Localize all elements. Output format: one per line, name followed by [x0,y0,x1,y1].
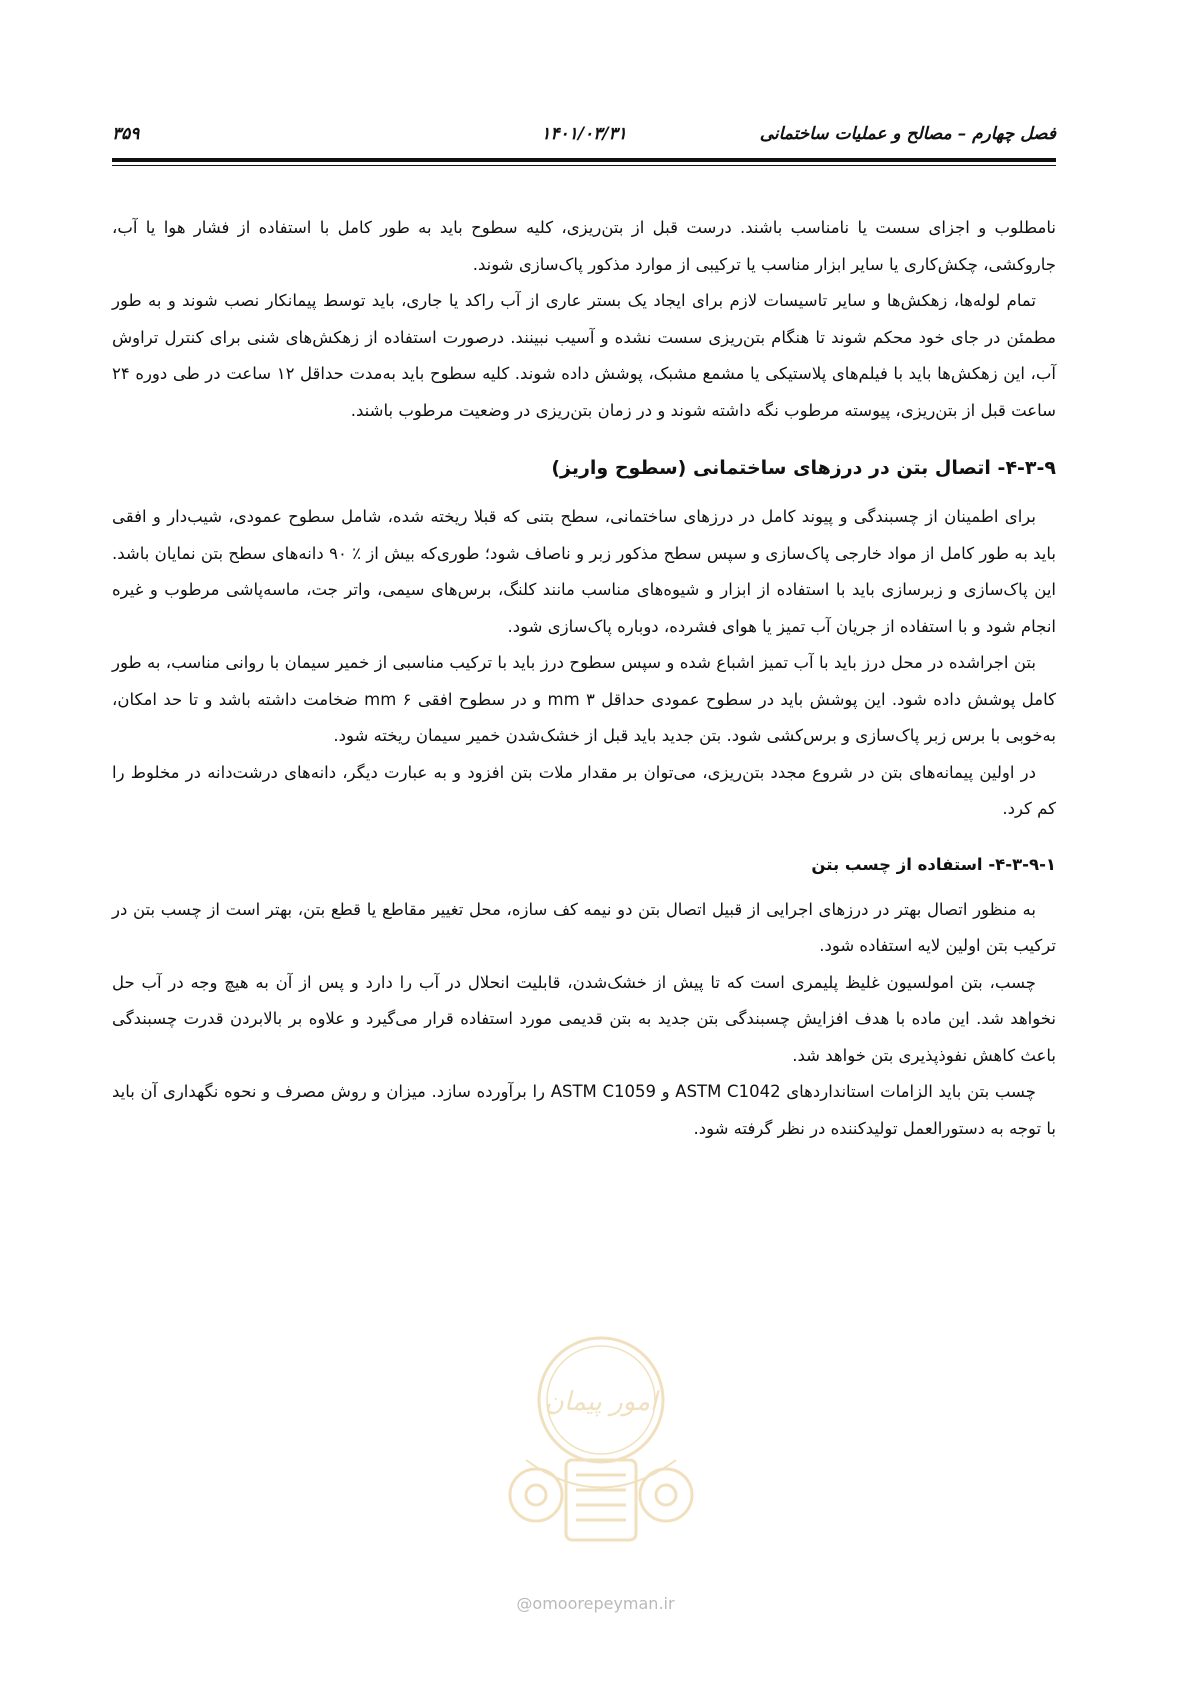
paragraph: برای اطمینان از چسبندگی و پیوند کامل در درزهای ساختمانی، سطح بتنی که قبلا ریخته شده، شامل سطوح عمودی، شیب‌دار و افقی باید به طور کامل از مواد خارجی پاک‌سازی و سپس سطح مذکور زبر و ناصاف شود؛ طوری‌که بیش از ٪ ۹۰ دانه‌های سطح بتن نمایان باشد. این پاک‌سازی و زبرسازی باید با استفاده از ابزار و شیوه‌های مناسب مانند کلنگ، برس‌های سیمی، واتر جت، ماسه‌پاشی مرطوب و غیره انجام شود و با استفاده از جریان آب تمیز یا هوای فشرده، دوباره پاک‌سازی شود. [112,507,1056,636]
section-heading: ۴-۳-۹- اتصال بتن در درزهای ساختمانی (سطوح واریز) [551,457,1056,479]
watermark-logo-icon [466,1310,736,1570]
paragraph: چسب بتن باید الزامات استانداردهای ASTM C1042 و ASTM C1059 را برآورده سازد. میزان و روش مصرف و نحوه نگهداری آن باید با توجه به دستورالعمل تولیدکننده در نظر گرفته شود. [112,1082,1056,1138]
subsection-heading: ۴-۳-۹-۱- استفاده از چسب بتن [811,854,1056,874]
page-body [112,210,1056,1147]
page-header [112,120,1056,150]
header-rule-thick [112,158,1056,162]
paragraph: به منظور اتصال بهتر در درزهای اجرایی از قبیل اتصال بتن دو نیمه کف سازه، محل تغییر مقاطع یا قطع بتن، بهتر است از چسب بتن در ترکیب بتن اولین لایه استفاده شود. [112,899,1056,955]
paragraph: چسب، بتن امولسیون غلیظ پلیمری است که تا پیش از خشک‌شدن، قابلیت انحلال در آب را دارد و پس از آن به هیچ وجه در آب حل نخواهد شد. این ماده با هدف افزایش چسبندگی بتن جدید به بتن قدیمی مورد استفاده قرار می‌گیرد و علاوه بر بالابردن قدرت چسبندگی باعث کاهش نفوذپذیری بتن خواهد شد. [112,972,1056,1065]
chapter-title: فصل چهارم – مصالح و عملیات ساختمانی [759,124,1056,144]
paragraph: تمام لوله‌ها، زهکش‌ها و سایر تاسیسات لازم برای ایجاد یک بستر عاری از آب راکد یا جاری، باید توسط پیمانکار نصب شوند و به طور مطمئن در جای خود محکم شوند تا هنگام بتن‌ریزی سست نشده و آسیب نبینند. درصورت استفاده از زهکش‌های شنی برای کنترل تراوش آب، این زهکش‌ها باید با فیلم‌های پلاستیکی یا مشمع مشبک، پوشش داده شوند. کلیه سطوح باید به‌مدت حداقل ۱۲ ساعت در طی دوره ۲۴ ساعت قبل از بتن‌ریزی، پیوسته مرطوب نگه داشته شوند و در زمان بتن‌ریزی در وضعیت مرطوب باشند. [112,291,1056,420]
watermark-logo-text: امور پیمان [544,1387,658,1417]
paragraph: بتن اجراشده در محل درز باید با آب تمیز اشباع شده و سپس سطوح درز باید با ترکیب مناسبی از خمیر سیمان با روانی مناسب، به طور کامل پوشش داده شود. این پوشش باید در سطوح عمودی حداقل ۳ mm و در سطوح افقی mm ۶ ضخامت داشته باشد و تا حد امکان، به‌خوبی با برس زبر پاک‌سازی و برس‌کشی شود. بتن جدید باید قبل از خشک‌شدن خمیر سیمان ریخته شود. [112,653,1056,745]
watermark-url: @omoorepeyman.ir [516,1594,675,1613]
header-date: ۱۴۰۱/۰۳/۳۱ [541,124,627,144]
page-number: ۳۵۹ [112,124,140,144]
paragraph: در اولین پیمانه‌های بتن در شروع مجدد بتن‌ریزی، می‌توان بر مقدار ملات بتن افزود و به عبارت دیگر، دانه‌های درشت‌دانه در مخلوط را کم کرد. [112,762,1056,818]
header-rule-thin [112,165,1056,166]
paragraph: نامطلوب و اجزای سست یا نامناسب باشند. درست قبل از بتن‌ریزی، کلیه سطوح باید به طور کامل با استفاده از فشار هوا یا آب، جاروکشی، چکش‌کاری یا سایر ابزار مناسب یا ترکیبی از موارد مذکور پاک‌سازی شوند. [112,218,1056,274]
